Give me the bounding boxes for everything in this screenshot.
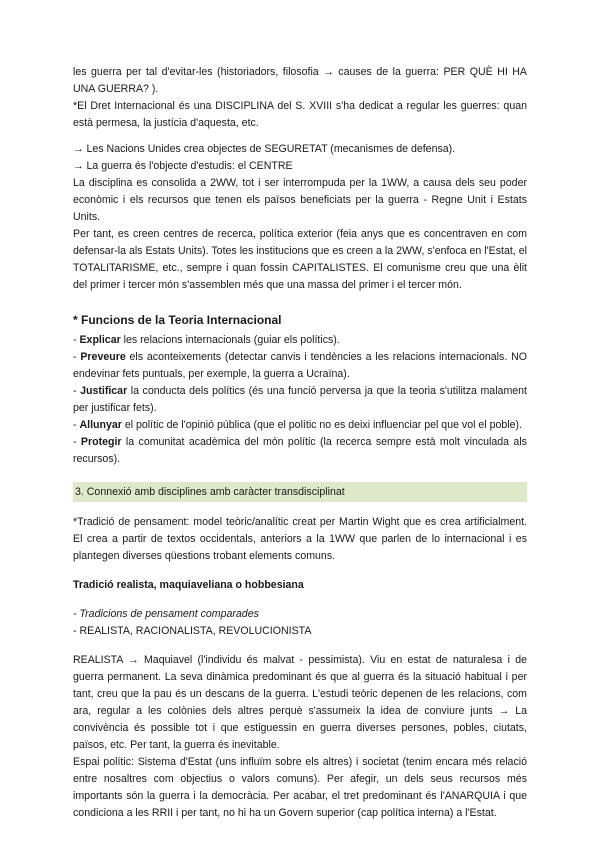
paragraph-war-causes: les guerra per tal d'evitar-les (historiadors, filosofia → causes de la guerra: PER QUÈ HI HA UNA GUERRA? ). (73, 66, 527, 95)
paragraph-realist: REALISTA → Maquiavel (l'individu és malvat - pessimista). Viu en estat de naturalesa i de guerra permanent. La seva dinàmica predominant és que al guerra és la situació habitual i per tant, creu que la pau és un descans de la guerra. L'estudi teòric depenen de les relacions, com ara, regular a les colònies dels altres perquè s'assumeix la idea de conviure junts → La convivència és possible tot i que estiguessin en guerra diverses persones, pobles, ciutats, països, etc. Per tant, la guerra és inevitable. (73, 654, 527, 751)
document-page (73, 64, 527, 822)
paragraph-political-space: Espai polític: Sistema d'Estat (uns influïm sobre els altres) i societat (tenim encara més relació entre nosaltres com objectius o valors comuns). Per afegir, un dels seus recursos més importants són la guerra i la democràcia. Per acabar, el tret predominant és l'ANARQUIA i que condiciona a les RRII i per tant, no hi ha un Govern superior (cap política interna) a l'Estat. (73, 756, 527, 819)
traditions-list-line: - REALISTA, RACIONALISTA, REVOLUCIONISTA (73, 625, 312, 637)
functions-list (73, 332, 527, 468)
function-item: - Protegir la comunitat acadèmica del món polític (la recerca sempre està molt vinculada als recursos). (73, 436, 527, 465)
paragraph-international-law: *El Dret Internacional és una DISCIPLINA del S. XVIII s'ha dedicat a regular les guerres: quan està permesa, la justícia d'aquesta, etc. (73, 100, 527, 129)
function-item: - Preveure els aconteixements (detectar canvis i tendències a les relacions internacionals. NO endevinar fets puntuals, per exemple, la guerra a Ucraïna). (73, 351, 527, 380)
function-item: - Justificar la conducta dels polítics (és una funció perversa ja que la teoria s'utilitza malament per justificar fets). (73, 385, 527, 414)
arrow-line-war-object: → La guerra és l'objecte d'estudis: el CENTRE (73, 160, 293, 172)
compared-traditions-line: - Tradicions de pensament comparades (73, 608, 259, 620)
section-3-heading: 3. Connexió amb disciplines amb caràcter transdisciplinat (73, 482, 527, 502)
paragraph-consolidation: La disciplina es consolida a 2WW, tot i ser interrompuda per la 1WW, a causa dels seu poder econòmic i els recursos que tenen els països beneficiats per la guerra - Regne Unit i Estats Units. (73, 177, 527, 223)
realist-tradition-title: Tradició realista, maquiaveliana o hobbesiana (73, 579, 304, 591)
function-item: - Allunyar el polític de l'opinió pública (que el polític no es deixi influenciar pel que vol el poble). (73, 419, 522, 431)
arrow-line-un: → Les Nacions Unides crea objectes de SEGURETAT (mecanismes de defensa). (73, 143, 456, 155)
paragraph-research-centres: Per tant, es creen centres de recerca, política exterior (feia anys que es concentraven en com defensar-la als Estats Units). Totes les institucions que es creen a la 2WW, s'enfoca en l'Estat, el TOTALITARISME, etc., sempre i quan fossin CAPITALISTES. El comunisme creu que una èlit del primer i tercer món s'assemblen més que una massa del primer i el tercer món. (73, 228, 527, 291)
functions-heading: * Funcions de la Teoria Internacional (73, 313, 282, 327)
function-item: - Explicar les relacions internacionals (guiar els polítics). (73, 334, 340, 346)
paragraph-thought-tradition: *Tradició de pensament: model teòric/analític creat per Martin Wight que es crea artificialment. El crea a partir de textos occidentals, anteriors a la 1WW que parlen de lo internacional i es plantegen diverses qüestions trobant elements comuns. (73, 516, 527, 562)
